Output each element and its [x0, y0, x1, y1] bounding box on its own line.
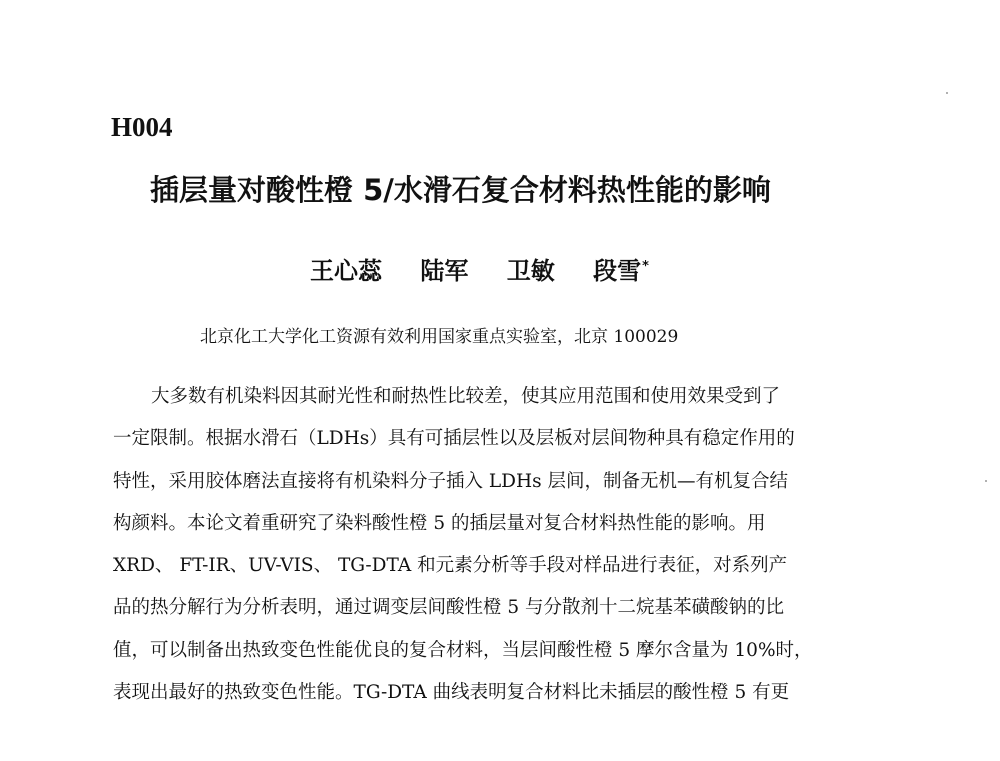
body-line: 特性，采用胶体磨法直接将有机染料分子插入 LDHs 层间，制备无机—有机复合结 [113, 470, 789, 492]
author-list [310, 251, 649, 286]
author-name: 卫敏 [506, 257, 555, 285]
body-line: 值，可以制备出热致变色性能优良的复合材料，当层间酸性橙 5 摩尔含量为 10%时， [113, 639, 813, 661]
author-name: 王心蕊 [310, 257, 382, 285]
affiliation: 北京化工大学化工资源有效利用国家重点实验室，北京 100029 [200, 327, 679, 347]
author-name: 陆军 [420, 257, 469, 285]
body-line: 构颜料。本论文着重研究了染料酸性橙 5 的插层量对复合材料热性能的影响。用 [113, 512, 766, 534]
paper-title: 插层量对酸性橙 5/水滑石复合材料热性能的影响 [150, 173, 771, 207]
paper-code: H004 [111, 112, 173, 142]
body-line: 大多数有机染料因其耐光性和耐热性比较差，使其应用范围和使用效果受到了 [151, 386, 781, 407]
scan-speck [946, 92, 948, 94]
body-line: 表现出最好的热致变色性能。TG-DTA 曲线表明复合材料比未插层的酸性橙 5 有更 [113, 682, 790, 704]
body-line: XRD、 FT-IR、UV-VIS、 TG-DTA 和元素分析等手段对样品进行表征，对系列产 [113, 555, 788, 577]
corresponding-author [593, 251, 649, 286]
body-line: 一定限制。根据水滑石（LDHs）具有可插层性以及层板对层间物种具有稳定作用的 [113, 428, 795, 450]
corresponding-mark: * [642, 259, 649, 274]
author-name: 段雪 [593, 257, 642, 285]
abstract-body [113, 382, 863, 720]
body-line: 品的热分解行为分析表明，通过调变层间酸性橙 5 与分散剂十二烷基苯磺酸钠的比 [113, 597, 785, 619]
scan-speck [985, 480, 987, 482]
